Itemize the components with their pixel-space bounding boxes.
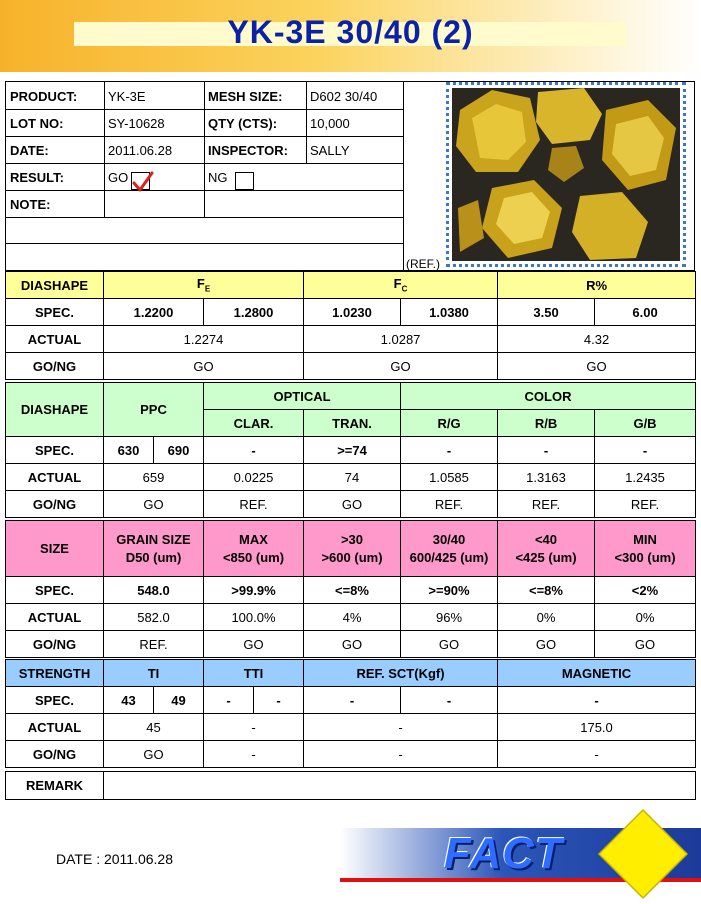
max-actual: 100.0% (204, 604, 304, 631)
sct-gong: - (304, 741, 498, 768)
ti-gong: GO (104, 741, 204, 768)
rb-actual: 1.3163 (498, 464, 595, 491)
tti-actual: - (204, 714, 304, 741)
ppc-optical-color-table (5, 382, 696, 518)
fc-actual: 1.0287 (304, 326, 498, 353)
max-spec: >99.9% (204, 577, 304, 604)
product-row (6, 82, 404, 109)
min-gong: GO (595, 631, 696, 658)
tti-spec-min: - (204, 687, 254, 714)
rg-header: R/G (401, 410, 498, 437)
size-table (5, 520, 696, 658)
actual-label: ACTUAL (6, 464, 104, 491)
over-30-spec: <=8% (304, 577, 401, 604)
gb-gong: REF. (595, 491, 696, 518)
fe-spec-max: 1.2800 (204, 299, 304, 326)
ppc-gong: GO (104, 491, 204, 518)
clar-spec: - (204, 437, 304, 464)
sct-header: REF. SCT(Kgf) (304, 660, 498, 687)
header-fields (6, 82, 404, 270)
gb-actual: 1.2435 (595, 464, 696, 491)
mesh-30-40-header: 30/40 600/425 (um) (401, 521, 498, 577)
diashape-ratio-table (5, 271, 696, 380)
inspector-label: INSPECTOR: (208, 143, 288, 158)
rg-actual: 1.0585 (401, 464, 498, 491)
footer-date: DATE : 2011.06.28 (56, 851, 173, 867)
mesh-30-40-gong: GO (401, 631, 498, 658)
optical-header: OPTICAL (204, 383, 401, 410)
sct-spec-min: - (304, 687, 401, 714)
under-40-gong: GO (498, 631, 595, 658)
min-spec: <2% (595, 577, 696, 604)
diamond-crystals-image (452, 88, 680, 261)
magnetic-spec: - (498, 687, 696, 714)
tran-actual: 74 (304, 464, 401, 491)
grain-size-header: GRAIN SIZE D50 (um) (104, 521, 204, 577)
ppc-spec-min: 630 (104, 437, 154, 464)
fe-header: $F_E$ (104, 272, 304, 299)
date-value: 2011.06.28 (108, 143, 173, 158)
note-row (6, 190, 404, 217)
gong-label: GO/NG (6, 741, 104, 768)
strength-header: STRENGTH (6, 660, 104, 687)
date-row (6, 136, 404, 163)
ppc-spec-max: 690 (154, 437, 204, 464)
actual-row (6, 604, 696, 631)
rb-gong: REF. (498, 491, 595, 518)
ppc-actual: 659 (104, 464, 204, 491)
spec-label: SPEC. (6, 577, 104, 604)
gong-row (6, 353, 696, 380)
tran-header: TRAN. (304, 410, 401, 437)
under-40-actual: 0% (498, 604, 595, 631)
rb-header: R/B (498, 410, 595, 437)
fe-spec-min: 1.2200 (104, 299, 204, 326)
grain-size-gong: REF. (104, 631, 204, 658)
grain-size-actual: 582.0 (104, 604, 204, 631)
gong-label: GO/NG (6, 491, 104, 518)
reference-photo (446, 82, 686, 267)
note-label: NOTE: (10, 197, 51, 212)
lot-row (6, 109, 404, 136)
fc-spec-max: 1.0380 (401, 299, 498, 326)
over-30-gong: GO (304, 631, 401, 658)
under-40-header: <40 <425 (um) (498, 521, 595, 577)
date-label: DATE: (10, 143, 49, 158)
gong-label: GO/NG (6, 353, 104, 380)
tti-gong: - (204, 741, 304, 768)
rg-spec: - (401, 437, 498, 464)
spec-row (6, 577, 696, 604)
over-30-actual: 4% (304, 604, 401, 631)
under-40-spec: <=8% (498, 577, 595, 604)
magnetic-actual: 175.0 (498, 714, 696, 741)
fe-actual: 1.2274 (104, 326, 304, 353)
mesh-30-40-actual: 96% (401, 604, 498, 631)
r-spec-max: 6.00 (595, 299, 696, 326)
tti-spec-max: - (254, 687, 304, 714)
min-header: MIN <300 (um) (595, 521, 696, 577)
min-actual: 0% (595, 604, 696, 631)
r-gong: GO (498, 353, 696, 380)
ti-header: TI (104, 660, 204, 687)
gong-row (6, 631, 696, 658)
remark-table (5, 771, 696, 800)
color-header: COLOR (401, 383, 696, 410)
r-spec-min: 3.50 (498, 299, 595, 326)
mesh-30-40-spec: >=90% (401, 577, 498, 604)
qty-value: 10,000 (310, 116, 350, 131)
spec-label: SPEC. (6, 687, 104, 714)
actual-label: ACTUAL (6, 326, 104, 353)
spec-row (6, 687, 696, 714)
rb-spec: - (498, 437, 595, 464)
fc-spec-min: 1.0230 (304, 299, 401, 326)
spec-row (6, 299, 696, 326)
inspector-value: SALLY (310, 143, 350, 158)
r-actual: 4.32 (498, 326, 696, 353)
max-header: MAX <850 (um) (204, 521, 304, 577)
diashape-header: DIASHAPE (6, 272, 104, 299)
qty-label: QTY (CTS): (208, 116, 278, 131)
grain-size-spec: 548.0 (104, 577, 204, 604)
clar-actual: 0.0225 (204, 464, 304, 491)
spec-row (6, 437, 696, 464)
gb-spec: - (595, 437, 696, 464)
sct-spec-max: - (401, 687, 498, 714)
tran-spec: >=74 (304, 437, 401, 464)
max-gong: GO (204, 631, 304, 658)
diamond-logo-icon (597, 808, 689, 900)
ppc-header: PPC (104, 383, 204, 437)
actual-row (6, 326, 696, 353)
diashape-header: DIASHAPE (6, 383, 104, 437)
mesh-size-value: D602 30/40 (310, 89, 378, 104)
fe-gong: GO (104, 353, 304, 380)
clar-header: CLAR. (204, 410, 304, 437)
lot-label: LOT NO: (10, 116, 64, 131)
lot-value: SY-10628 (108, 116, 165, 131)
fact-logo-text: FACT (444, 829, 563, 878)
result-label: RESULT: (10, 170, 64, 185)
result-row (6, 163, 404, 190)
ti-actual: 45 (104, 714, 204, 741)
mesh-size-label: MESH SIZE: (208, 89, 283, 104)
spec-label: SPEC. (6, 299, 104, 326)
product-label: PRODUCT: (10, 89, 78, 104)
ng-checkbox[interactable] (235, 172, 254, 190)
sct-actual: - (304, 714, 498, 741)
fc-header: $F_C$ (304, 272, 498, 299)
gong-row (6, 741, 696, 768)
ti-spec-max: 49 (154, 687, 204, 714)
gb-header: G/B (595, 410, 696, 437)
remark-field[interactable] (104, 772, 696, 800)
ref-label: (REF.) (406, 257, 440, 271)
over-30-header: >30 >600 (um) (304, 521, 401, 577)
go-option-label: GO (108, 170, 129, 185)
magnetic-header: MAGNETIC (498, 660, 696, 687)
spec-label: SPEC. (6, 437, 104, 464)
clar-gong: REF. (204, 491, 304, 518)
actual-row (6, 464, 696, 491)
actual-row (6, 714, 696, 741)
fc-gong: GO (304, 353, 498, 380)
tti-header: TTI (204, 660, 304, 687)
page-title: YK-3E 30/40 (2) (227, 14, 474, 50)
ti-spec-min: 43 (104, 687, 154, 714)
size-header: SIZE (6, 521, 104, 577)
actual-label: ACTUAL (6, 714, 104, 741)
gong-row (6, 491, 696, 518)
rg-gong: REF. (401, 491, 498, 518)
remark-label: REMARK (6, 772, 104, 800)
gong-label: GO/NG (6, 631, 104, 658)
strength-table (5, 659, 696, 768)
tran-gong: GO (304, 491, 401, 518)
r-percent-header: R% (498, 272, 696, 299)
magnetic-gong: - (498, 741, 696, 768)
actual-label: ACTUAL (6, 604, 104, 631)
ng-option-label: NG (208, 170, 228, 185)
product-value: YK-3E (108, 89, 146, 104)
